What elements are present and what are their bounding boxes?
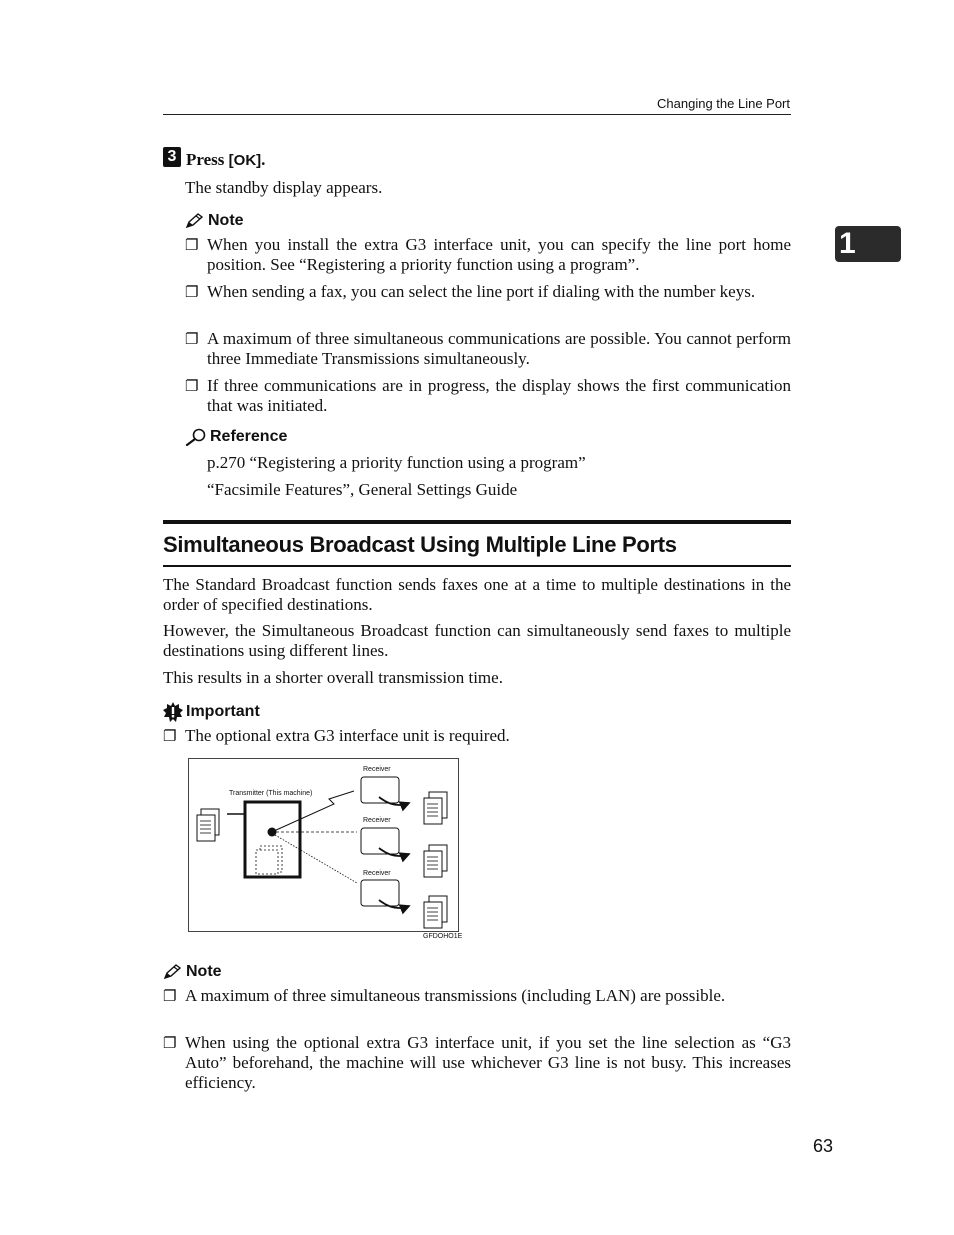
transmitter-label: Transmitter (This machine): [229, 790, 313, 797]
step-title-prefix: Press: [186, 150, 229, 169]
broadcast-diagram: [188, 758, 459, 932]
receiver-label: Receiver: [363, 870, 391, 877]
checkbox-glyph: ❐: [163, 987, 177, 1005]
checkbox-glyph: ❐: [185, 330, 199, 348]
checkbox-glyph: ❐: [185, 236, 199, 254]
note-item: [163, 986, 791, 1006]
chapter-tab: 1: [835, 226, 901, 262]
diagram-code: GFDOHO1E: [423, 933, 463, 940]
memory-store-inner: [256, 850, 278, 874]
header-rule: [163, 114, 791, 115]
note-item-text: When using the optional extra G3 interface unit, if you set the line selection as “G3 Auto” beforehand, the machine will use whichever G3 line is not busy. This increases efficiency.: [185, 1033, 791, 1092]
running-header: Changing the Line Port: [657, 96, 790, 111]
step-number-badge: 3: [163, 147, 181, 167]
note-item-text: When sending a fax, you can select the line port if dialing with the number keys.: [207, 282, 756, 301]
section-paragraph: However, the Simultaneous Broadcast function can simultaneously send faxes to multiple destinations using different lines.: [163, 621, 791, 660]
note-item-text: A maximum of three simultaneous transmissions (including LAN) are possible.: [185, 986, 726, 1005]
receiver-machine: [361, 777, 399, 803]
note-item: [185, 376, 791, 416]
important-icon: [163, 702, 183, 722]
reference-item: p.270 “Registering a priority function using a program”: [207, 453, 586, 472]
important-item: [163, 726, 791, 746]
note-item-text: A maximum of three simultaneous communications are possible. You cannot perform three Immediate Transmissions simultaneously.: [207, 329, 791, 368]
magnifier-icon: [185, 428, 207, 446]
received-document-stack: [424, 845, 447, 877]
checkbox-glyph: ❐: [185, 377, 199, 395]
checkbox-glyph: ❐: [163, 1034, 177, 1052]
section-top-rule: [163, 520, 791, 524]
important-heading: [163, 702, 260, 722]
step-description: The standby display appears.: [185, 178, 383, 197]
checkbox-glyph: ❐: [185, 283, 199, 301]
note-item: [185, 329, 791, 369]
received-document-stack: [424, 792, 447, 824]
section-paragraph: This results in a shorter overall transmission time.: [163, 668, 503, 687]
receiver-machine: [361, 880, 399, 906]
reference-item: “Facsimile Features”, General Settings Guide: [207, 480, 518, 499]
receiver-machine: [361, 828, 399, 854]
receiver-label: Receiver: [363, 817, 391, 824]
pencil-icon: [163, 964, 183, 980]
note-item: [185, 235, 791, 275]
section-paragraph: The Standard Broadcast function sends faxes one at a time to multiple destinations in the order of specified destinations.: [163, 575, 791, 614]
broadcast-diagram-svg: [189, 759, 458, 931]
ok-key-label: [OK]: [228, 152, 262, 169]
step-title: [186, 150, 265, 170]
note-item-text: If three communications are in progress, the display shows the first communication that was initiated.: [207, 376, 791, 415]
receiver-label: Receiver: [363, 766, 391, 773]
checkbox-glyph: ❐: [163, 727, 177, 745]
step-title-suffix: .: [261, 150, 266, 169]
section-bottom-rule: [163, 565, 791, 567]
note-item: [163, 1033, 791, 1093]
reference-heading: [185, 428, 287, 446]
note-item-text: When you install the extra G3 interface unit, you can specify the line port home position. See “Registering a priority function using a program”.: [207, 235, 791, 274]
note-heading: [163, 963, 222, 981]
reference-heading-label: Reference: [210, 428, 288, 445]
important-item-text: The optional extra G3 interface unit is required.: [185, 726, 510, 745]
pencil-icon: [185, 213, 205, 229]
note-heading-label: Note: [186, 963, 222, 980]
received-document-stack: [424, 896, 447, 928]
note-heading: [185, 212, 244, 230]
important-heading-label: Important: [186, 703, 260, 720]
page-number: 63: [813, 1136, 834, 1156]
section-title: Simultaneous Broadcast Using Multiple Line Ports: [163, 532, 677, 557]
source-document-stack: [197, 809, 219, 841]
note-heading-label: Note: [208, 212, 244, 229]
note-item: [185, 282, 791, 302]
